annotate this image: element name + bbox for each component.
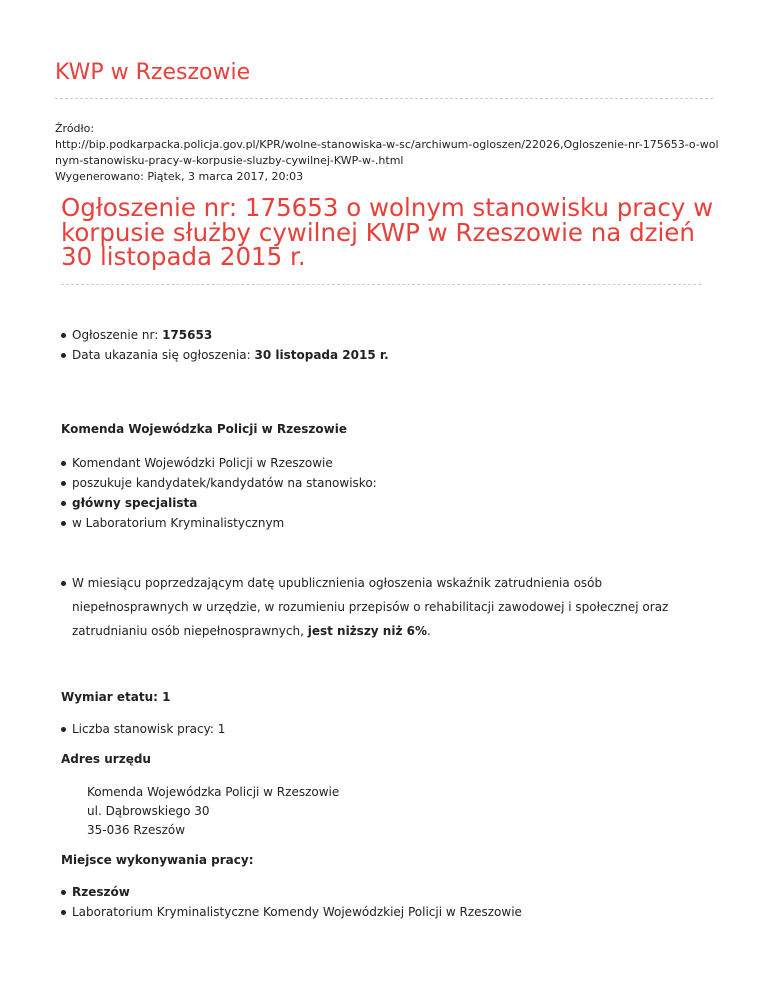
list-item: w Laboratorium Kryminalistycznym (61, 513, 721, 533)
date-label: Data ukazania się ogłoszenia: (72, 348, 255, 362)
workplace-heading: Miejsce wykonywania pracy: (61, 853, 254, 867)
disability-list (61, 571, 721, 643)
list-item: poszukuje kandydatek/kandydatów na stanowisko: (61, 473, 721, 493)
list-item: Laboratorium Kryminalistyczne Komendy Wojewódzkiej Policji w Rzeszowie (61, 902, 721, 922)
disability-bold: jest niższy niż 6% (307, 624, 428, 638)
list-item (61, 571, 721, 643)
list-item: Liczba stanowisk pracy: 1 (61, 719, 721, 739)
institution-list (61, 453, 721, 533)
institution-heading: Komenda Wojewódzka Policji w Rzeszowie (61, 422, 347, 436)
number-value: 175653 (162, 328, 213, 342)
etat-heading: Wymiar etatu: 1 (61, 690, 171, 704)
address-block (61, 783, 721, 840)
etat-list (61, 719, 721, 739)
date-value: 30 listopada 2015 r. (254, 348, 389, 362)
source-block (55, 121, 725, 185)
source-label: Źródło: (55, 122, 95, 135)
site-title: KWP w Rzeszowie (55, 60, 251, 85)
disability-end: . (427, 624, 431, 638)
address-line: Komenda Wojewódzka Policji w Rzeszowie (87, 785, 340, 799)
list-item (61, 325, 721, 345)
address-heading: Adres urzędu (61, 752, 151, 766)
address-line: ul. Dąbrowskiego 30 (87, 804, 210, 818)
document-title: Ogłoszenie nr: 175653 o wolnym stanowisku pracy w korpusie służby cywilnej KWP w Rzeszowie na dzień 30 listopada 2015 r. (61, 193, 714, 271)
meta-list (61, 325, 721, 365)
list-item: główny specjalista (61, 493, 721, 513)
source-url: http://bip.podkarpacka.policja.gov.pl/KPR/wolne-stanowiska-w-sc/archiwum-ogloszen/22026,Ogloszenie-nr-175653-o-wolnym-stanowisku-pracy-w-korpusie-sluzby-cywilnej-KWP-w-.html (55, 138, 719, 167)
address-line: 35-036 Rzeszów (87, 823, 186, 837)
number-label: Ogłoszenie nr: (72, 328, 163, 342)
divider (61, 284, 701, 285)
disability-text: W miesiącu poprzedzającym datę upublicznienia ogłoszenia wskaźnik zatrudnienia osób niepełnosprawnych w urzędzie, w rozumieniu przepisów o rehabilitacji zawodowej i społecznej oraz zatrudnianiu osób niepełnosprawnych, (72, 576, 669, 638)
list-item (61, 345, 721, 365)
workplace-list (61, 882, 721, 922)
document-content (61, 325, 721, 922)
generated-date: Wygenerowano: Piątek, 3 marca 2017, 20:03 (55, 170, 304, 183)
list-item: Komendant Wojewódzki Policji w Rzeszowie (61, 453, 721, 473)
list-item: Rzeszów (61, 882, 721, 902)
divider (55, 98, 713, 99)
